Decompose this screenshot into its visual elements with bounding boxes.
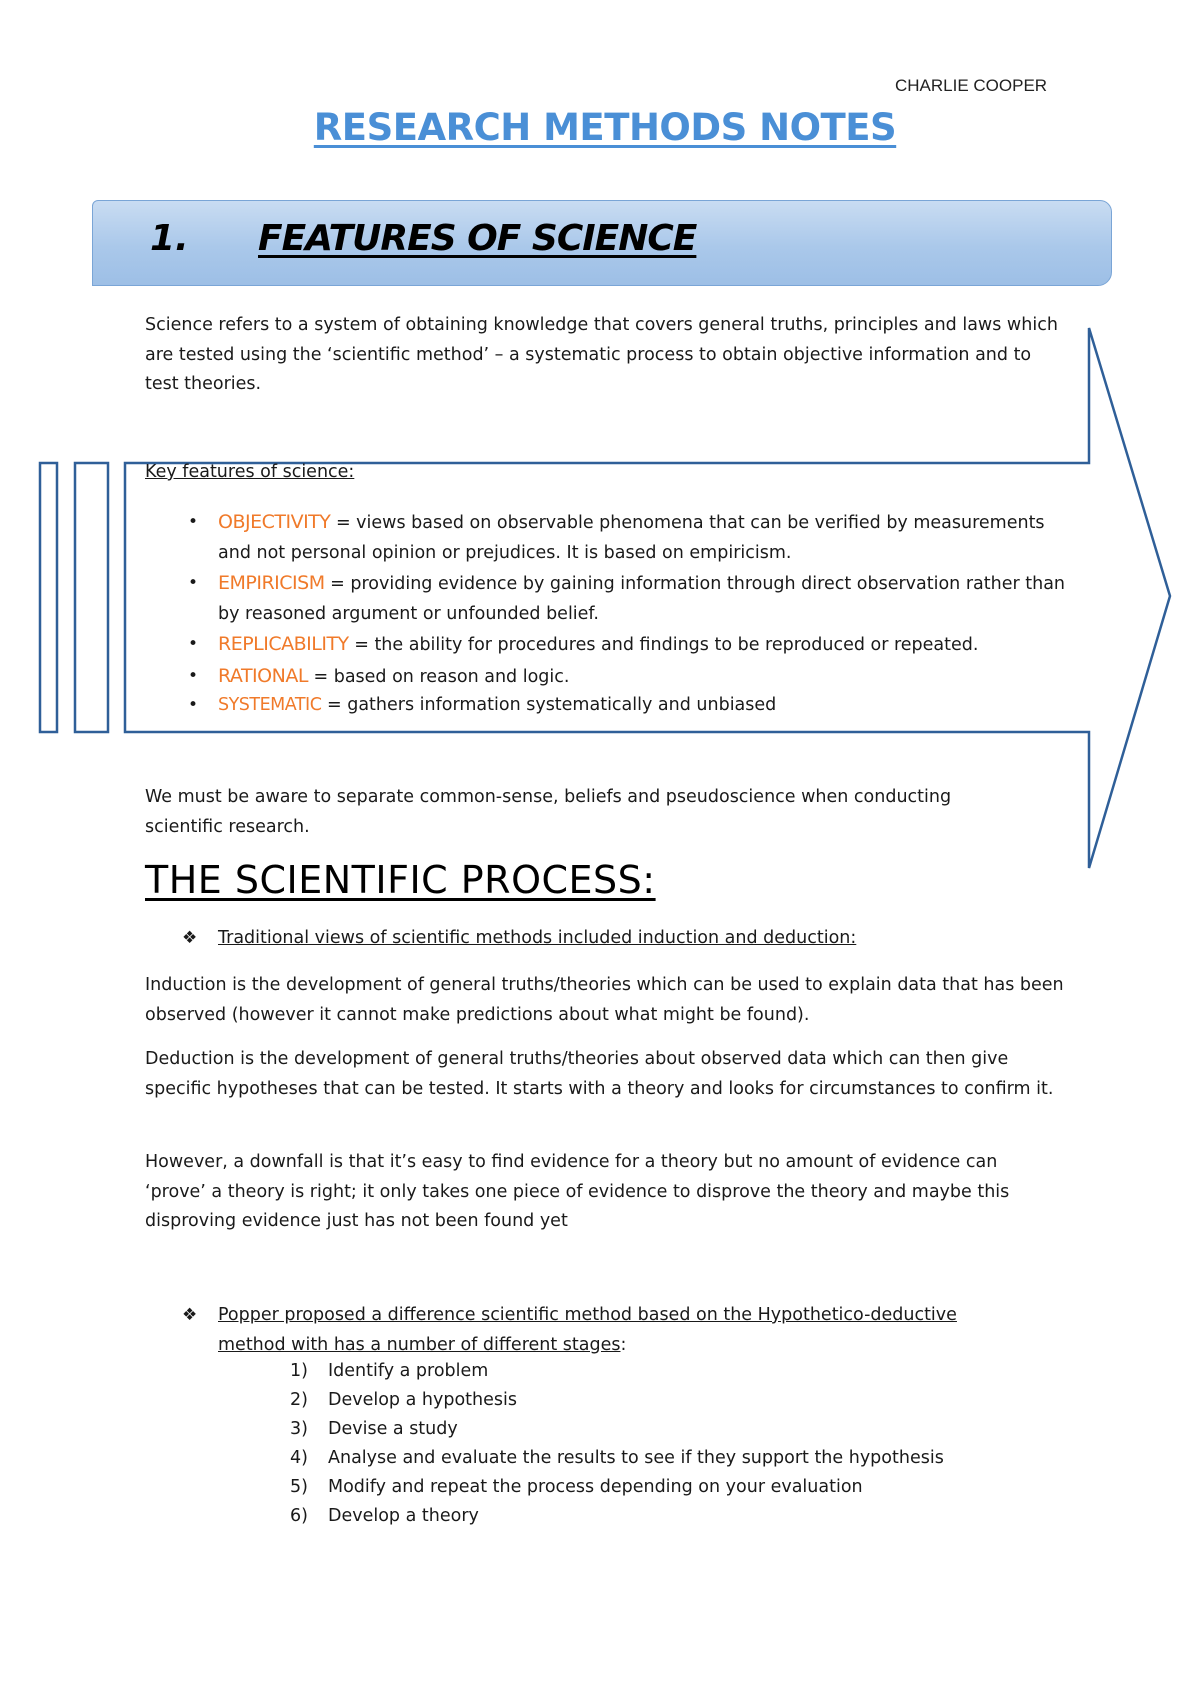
feature-item <box>188 630 1068 661</box>
diamond-bullet-icon: ❖ <box>182 928 198 948</box>
side-bar-inner <box>75 463 108 732</box>
feature-term: REPLICABILITY <box>218 633 349 655</box>
feature-desc: = based on reason and logic. <box>307 667 570 687</box>
step-text: Develop a hypothesis <box>328 1390 517 1410</box>
popper-bullet-suffix: : <box>620 1334 627 1355</box>
method-steps-list <box>290 1357 1050 1531</box>
step-text: Identify a problem <box>328 1361 489 1381</box>
list-item <box>290 1415 1050 1444</box>
step-text: Devise a study <box>328 1419 458 1439</box>
step-number: 6) <box>290 1506 308 1526</box>
list-item <box>290 1502 1050 1531</box>
feature-term: EMPIRICISM <box>218 572 325 594</box>
section-title: FEATURES OF SCIENCE <box>258 218 697 259</box>
induction-paragraph: Induction is the development of general truths/theories which can be used to explain data that has been observed (however it cannot make predictions about what might be found). <box>145 975 1064 1025</box>
diamond-bullet-icon: ❖ <box>182 1305 198 1325</box>
step-number: 3) <box>290 1419 308 1439</box>
scientific-process-heading: THE SCIENTIFIC PROCESS: <box>145 858 656 902</box>
feature-item <box>188 662 1068 693</box>
document-title: RESEARCH METHODS NOTES <box>313 106 897 149</box>
list-item <box>290 1386 1050 1415</box>
step-number: 5) <box>290 1477 308 1497</box>
step-text: Modify and repeat the process depending on your evaluation <box>328 1477 863 1497</box>
feature-item <box>188 508 1068 568</box>
feature-item <box>188 569 1068 629</box>
deduction-paragraph: Deduction is the development of general truths/theories about observed data which can then give specific hypotheses that can be tested. It starts with a theory and looks for circumstances to confirm it. <box>145 1049 1054 1099</box>
popper-bullet <box>218 1301 1018 1360</box>
feature-term: RATIONAL <box>218 665 308 687</box>
downfall-paragraph: However, a downfall is that it’s easy to find evidence for a theory but no amount of evidence can ‘prove’ a theory is right; it only takes one piece of evidence to disprove the theory and maybe this disproving evidence just has not been found yet <box>145 1152 1010 1231</box>
feature-item <box>188 691 1068 721</box>
step-text: Develop a theory <box>328 1506 479 1526</box>
bullet-icon: • <box>188 666 199 686</box>
bullet-icon: • <box>188 695 199 715</box>
traditional-views-bullet: Traditional views of scientific methods included induction and deduction: <box>218 928 857 948</box>
bullet-icon: • <box>188 573 199 593</box>
science-intro-paragraph: Science refers to a system of obtaining knowledge that covers general truths, principles and laws which are tested using the ‘scientific method’ – a systematic process to obtain objective information and to test theories. <box>145 315 1058 394</box>
step-number: 2) <box>290 1390 308 1410</box>
popper-bullet-text: Popper proposed a difference scientific method based on the Hypothetico-deductive method with has a number of different stages <box>218 1305 957 1355</box>
awareness-note: We must be aware to separate common-sense, beliefs and pseudoscience when conducting scientific research. <box>145 787 952 837</box>
list-item <box>290 1357 1050 1386</box>
step-number: 1) <box>290 1361 308 1381</box>
feature-desc: = gathers information systematically and unbiased <box>321 695 777 715</box>
feature-term: OBJECTIVITY <box>218 511 331 533</box>
feature-desc: = views based on observable phenomena that can be verified by measurements and not personal opinion or prejudices. It is based on empiricism. <box>218 513 1045 563</box>
author-name: CHARLIE COOPER <box>895 76 1048 95</box>
feature-desc: = providing evidence by gaining information through direct observation rather than by reasoned argument or unfounded belief. <box>218 574 1066 624</box>
key-features-label: Key features of science: <box>145 462 355 482</box>
bullet-icon: • <box>188 634 199 654</box>
side-bar-outer <box>40 463 57 732</box>
step-number: 4) <box>290 1448 308 1468</box>
feature-desc: = the ability for procedures and findings to be reproduced or repeated. <box>348 635 979 655</box>
section-number: 1. <box>150 218 189 259</box>
list-item <box>290 1444 1050 1473</box>
feature-term: SYSTEMATIC <box>218 695 322 715</box>
bullet-icon: • <box>188 512 199 532</box>
list-item <box>290 1473 1050 1502</box>
step-text: Analyse and evaluate the results to see if they support the hypothesis <box>328 1448 944 1468</box>
